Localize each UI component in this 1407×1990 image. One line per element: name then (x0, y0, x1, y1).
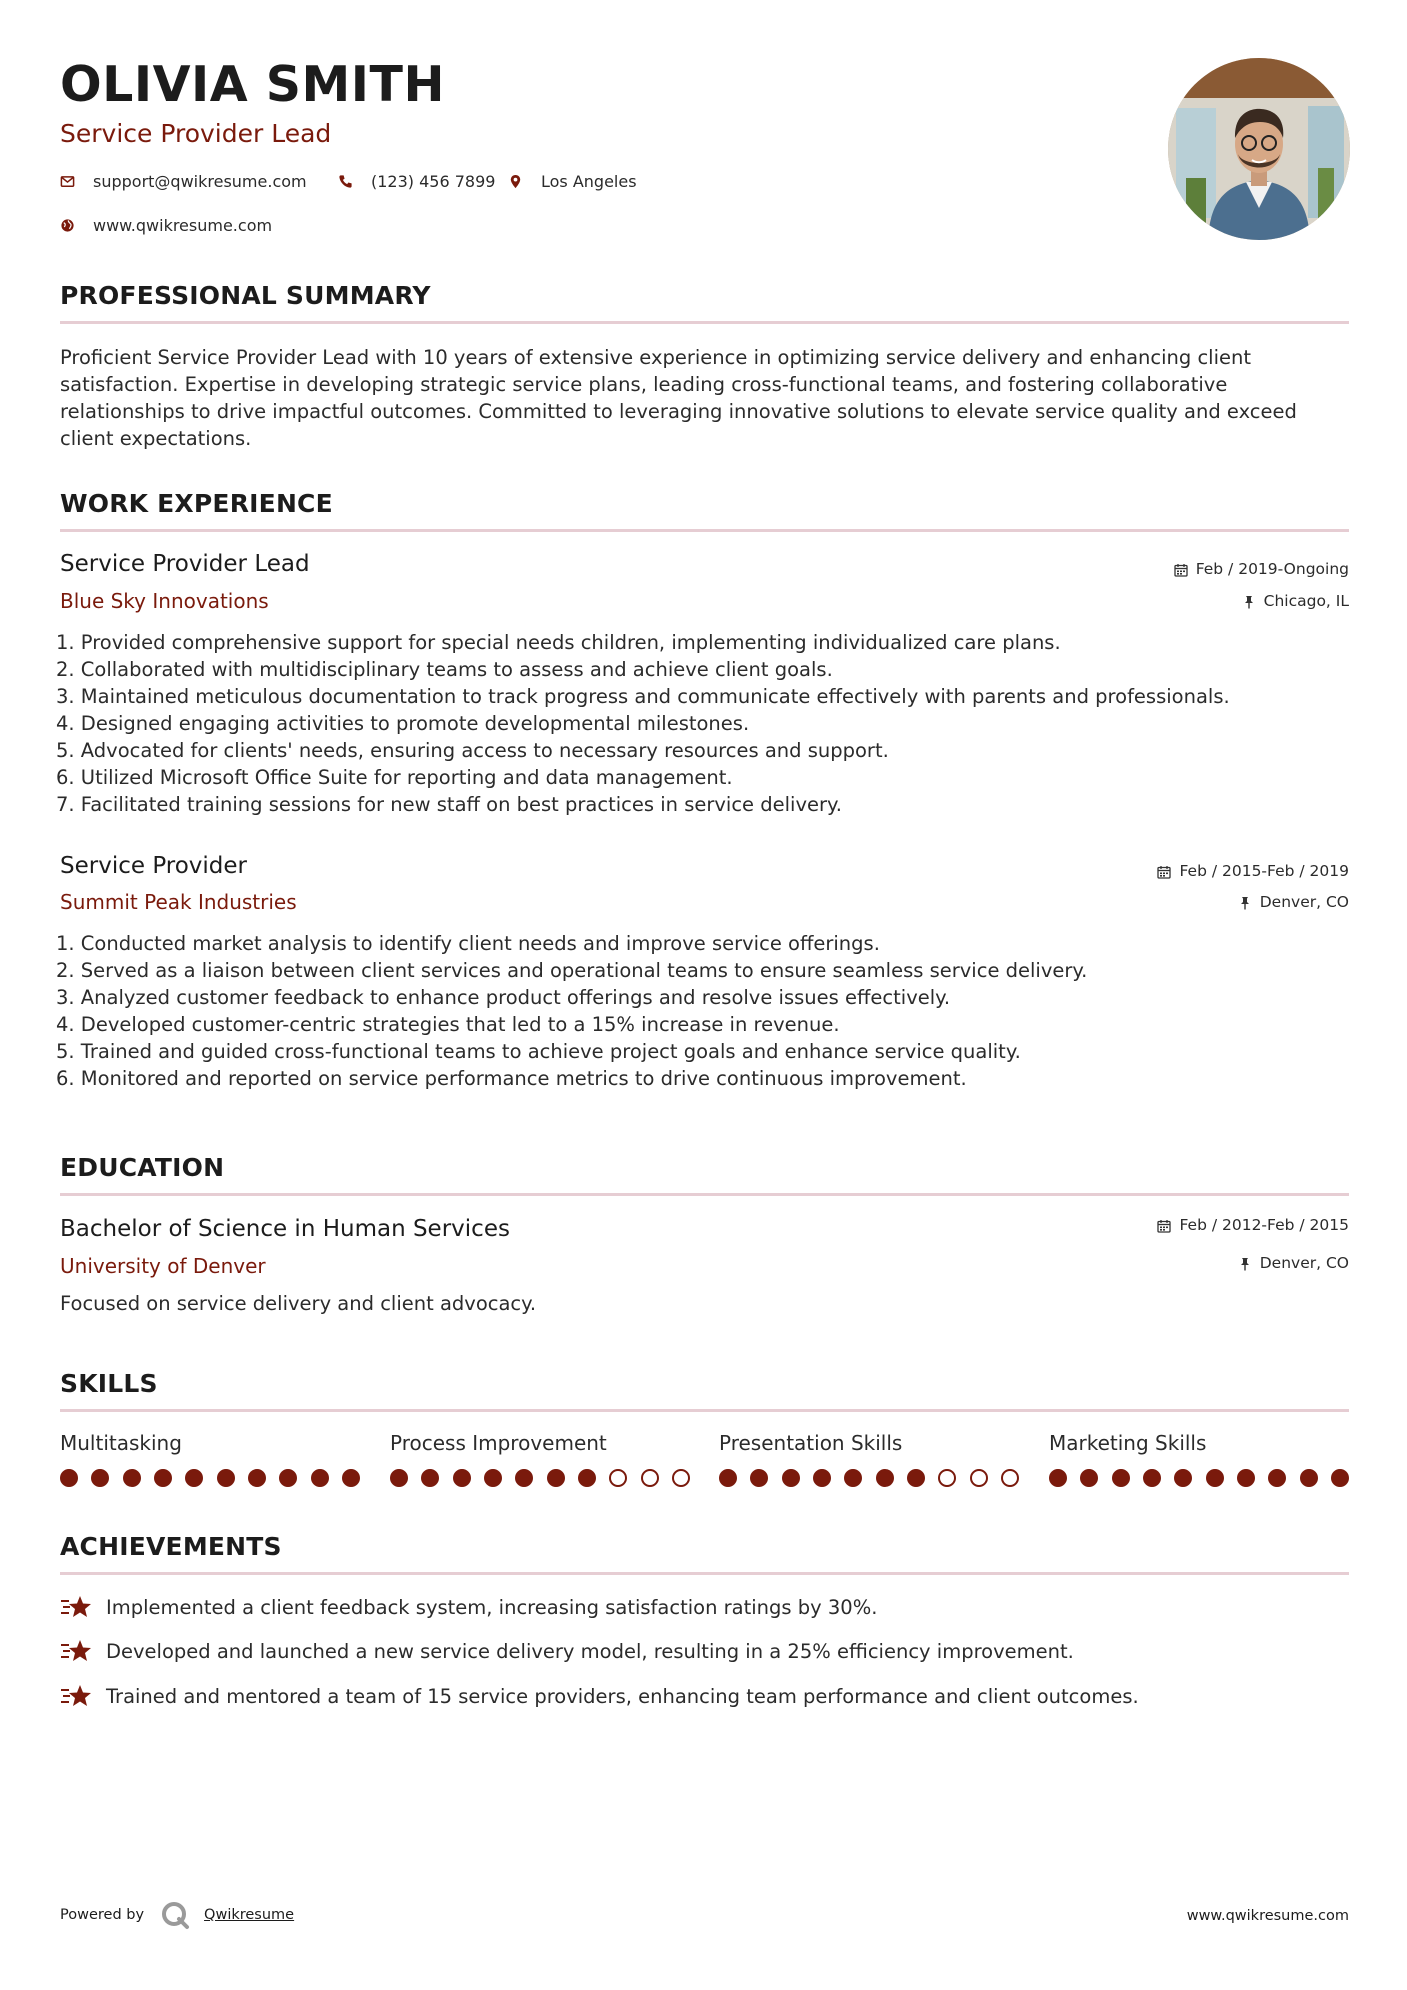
qwikresume-logo-icon (160, 1900, 190, 1930)
star-icon (60, 1594, 92, 1620)
skill-dot-filled (185, 1469, 203, 1487)
skill-dot-empty (938, 1469, 956, 1487)
skill-dot-filled (1143, 1469, 1161, 1487)
achievements-heading: ACHIEVEMENTS (60, 1532, 282, 1561)
experience-divider (60, 529, 1349, 532)
education-location-text: Denver, CO (1259, 1254, 1349, 1272)
achievement-text: Developed and launched a new service delivery model, resulting in a 25% efficiency improvement. (106, 1639, 1074, 1663)
skill-dot-filled (60, 1469, 78, 1487)
skill-dot-filled (453, 1469, 471, 1487)
job-bullets (56, 629, 1356, 818)
skill-dot-filled (279, 1469, 297, 1487)
star-icon (60, 1638, 92, 1664)
pushpin-icon (1242, 595, 1256, 609)
list-item: 2. Collaborated with multidisciplinary teams to assess and achieve client goals. (56, 658, 833, 681)
skill-dot-filled (1268, 1469, 1286, 1487)
job-dates-text: Feb / 2015-Feb / 2019 (1179, 862, 1349, 880)
list-item: 4. Developed customer-centric strategies that led to a 15% increase in revenue. (56, 1013, 840, 1036)
education-divider (60, 1193, 1349, 1196)
job-location-text: Chicago, IL (1263, 592, 1349, 610)
powered-by-label: Powered by (60, 1907, 145, 1923)
skill-item (1049, 1433, 1349, 1453)
profile-photo (1168, 58, 1350, 240)
skill-rating (60, 1469, 360, 1489)
skill-rating (390, 1469, 690, 1489)
job-title: Service Provider (60, 853, 248, 879)
skill-dot-empty (641, 1469, 659, 1487)
globe-icon (60, 218, 75, 233)
list-item: 5. Trained and guided cross-functional teams to achieve project goals and enhance service quality. (56, 1040, 1021, 1063)
skill-dot-filled (91, 1469, 109, 1487)
summary-heading: PROFESSIONAL SUMMARY (60, 281, 431, 310)
contact-email[interactable] (60, 170, 307, 192)
envelope-icon (60, 174, 75, 189)
job-dates (1157, 864, 1349, 880)
contact-email-text: support@qwikresume.com (93, 171, 307, 191)
list-item: 1. Conducted market analysis to identify client needs and improve service offerings. (56, 932, 880, 955)
skill-dot-empty (1001, 1469, 1019, 1487)
list-item: 5. Advocated for clients' needs, ensuring access to necessary resources and support. (56, 739, 889, 762)
skill-dot-empty (672, 1469, 690, 1487)
list-item: 3. Analyzed customer feedback to enhance product offerings and resolve issues effectively. (56, 986, 951, 1009)
skill-dot-filled (342, 1469, 360, 1487)
star-icon (60, 1683, 92, 1709)
calendar-icon (1174, 563, 1188, 577)
experience-heading: WORK EXPERIENCE (60, 489, 333, 518)
list-item: 2. Served as a liaison between client services and operational teams to ensure seamless service delivery. (56, 959, 1088, 982)
skill-dot-filled (1237, 1469, 1255, 1487)
achievements-divider (60, 1572, 1349, 1575)
skill-name: Marketing Skills (1049, 1431, 1207, 1455)
footer-website[interactable]: www.qwikresume.com (1186, 1908, 1349, 1924)
skill-dot-filled (547, 1469, 565, 1487)
job-dates-text: Feb / 2019-Ongoing (1195, 560, 1349, 578)
candidate-role: Service Provider Lead (60, 119, 332, 148)
skill-dot-filled (390, 1469, 408, 1487)
skill-dot-filled (907, 1469, 925, 1487)
phone-icon (338, 174, 353, 189)
education-dates (1157, 1218, 1349, 1234)
education-description: Focused on service delivery and client advocacy. (60, 1292, 537, 1315)
skill-dot-empty (970, 1469, 988, 1487)
skill-dot-filled (515, 1469, 533, 1487)
skill-dot-filled (123, 1469, 141, 1487)
list-item: 6. Monitored and reported on service performance metrics to drive continuous improvement. (56, 1067, 967, 1090)
skill-dot-filled (217, 1469, 235, 1487)
skill-dot-filled (1206, 1469, 1224, 1487)
list-item: 6. Utilized Microsoft Office Suite for reporting and data management. (56, 766, 733, 789)
calendar-icon (1157, 1219, 1171, 1233)
skill-dot-filled (719, 1469, 737, 1487)
job-bullets (56, 930, 1356, 1092)
list-item: 4. Designed engaging activities to promote developmental milestones. (56, 712, 750, 735)
skill-dot-filled (1331, 1469, 1349, 1487)
pushpin-icon (1238, 1257, 1252, 1271)
pushpin-icon (1238, 896, 1252, 910)
skill-dot-filled (813, 1469, 831, 1487)
job-title: Service Provider Lead (60, 551, 310, 577)
education-location (1238, 1256, 1349, 1272)
skill-rating (1049, 1469, 1349, 1489)
skills-heading: SKILLS (60, 1369, 158, 1398)
skill-dot-filled (578, 1469, 596, 1487)
skill-dot-filled (1080, 1469, 1098, 1487)
map-pin-icon (508, 174, 523, 189)
summary-divider (60, 321, 1349, 324)
contact-phone-text: (123) 456 7899 (371, 171, 496, 191)
contact-location-text: Los Angeles (541, 171, 637, 191)
job-company: Blue Sky Innovations (60, 589, 269, 613)
skill-dot-filled (484, 1469, 502, 1487)
education-dates-text: Feb / 2012-Feb / 2015 (1179, 1216, 1349, 1234)
footer-powered-by (60, 1900, 294, 1930)
summary-text: Proficient Service Provider Lead with 10 years of extensive experience in optimizing service delivery and enhancing client satisfaction. Expertise in developing strategic service plans, leading cross-functional teams, and fostering collaborative relationships to drive impactful outcomes. Committed to leveraging innovative solutions to elevate service quality and exceed client expectations. (60, 346, 1297, 450)
skill-dot-filled (1174, 1469, 1192, 1487)
achievement-text: Implemented a client feedback system, increasing satisfaction ratings by 30%. (106, 1595, 878, 1619)
list-item: 1. Provided comprehensive support for special needs children, implementing individualized care plans. (56, 631, 1061, 654)
skill-dot-filled (750, 1469, 768, 1487)
qwikresume-link[interactable]: Qwikresume (204, 1907, 295, 1923)
contact-website-text: www.qwikresume.com (93, 215, 273, 235)
skill-dot-filled (876, 1469, 894, 1487)
job-dates (1174, 562, 1349, 578)
skill-name: Multitasking (60, 1431, 182, 1455)
list-item: 7. Facilitated training sessions for new staff on best practices in service delivery. (56, 793, 842, 816)
skill-item (390, 1433, 690, 1453)
skill-dot-filled (248, 1469, 266, 1487)
candidate-name: OLIVIA SMITH (60, 56, 445, 113)
calendar-icon (1157, 865, 1171, 879)
skill-dot-empty (609, 1469, 627, 1487)
education-degree: Bachelor of Science in Human Services (60, 1216, 510, 1242)
skill-dot-filled (782, 1469, 800, 1487)
skill-dot-filled (1300, 1469, 1318, 1487)
skill-name: Presentation Skills (719, 1431, 903, 1455)
list-item: 3. Maintained meticulous documentation to track progress and communicate effectively with parents and professionals. (56, 685, 1230, 708)
achievement-item (60, 1683, 1139, 1709)
skill-rating (719, 1469, 1019, 1489)
skill-dot-filled (154, 1469, 172, 1487)
skills-divider (60, 1409, 1349, 1412)
contact-phone[interactable] (338, 170, 495, 192)
skill-dot-filled (1112, 1469, 1130, 1487)
contact-location (508, 170, 637, 192)
job-company: Summit Peak Industries (60, 890, 297, 914)
achievement-text: Trained and mentored a team of 15 service providers, enhancing team performance and client outcomes. (106, 1684, 1139, 1708)
skill-dot-filled (311, 1469, 329, 1487)
achievement-item (60, 1638, 1074, 1664)
skill-item (719, 1433, 1019, 1453)
profile-photo-illustration (1168, 58, 1350, 240)
contact-website[interactable] (60, 214, 272, 236)
skill-item (60, 1433, 360, 1453)
skill-dot-filled (421, 1469, 439, 1487)
skill-dot-filled (844, 1469, 862, 1487)
job-location-text: Denver, CO (1259, 893, 1349, 911)
skill-dot-filled (1049, 1469, 1067, 1487)
education-heading: EDUCATION (60, 1153, 225, 1182)
education-school: University of Denver (60, 1254, 266, 1278)
job-location (1238, 895, 1349, 911)
job-location (1242, 594, 1349, 610)
achievement-item (60, 1594, 877, 1620)
skill-name: Process Improvement (390, 1431, 607, 1455)
